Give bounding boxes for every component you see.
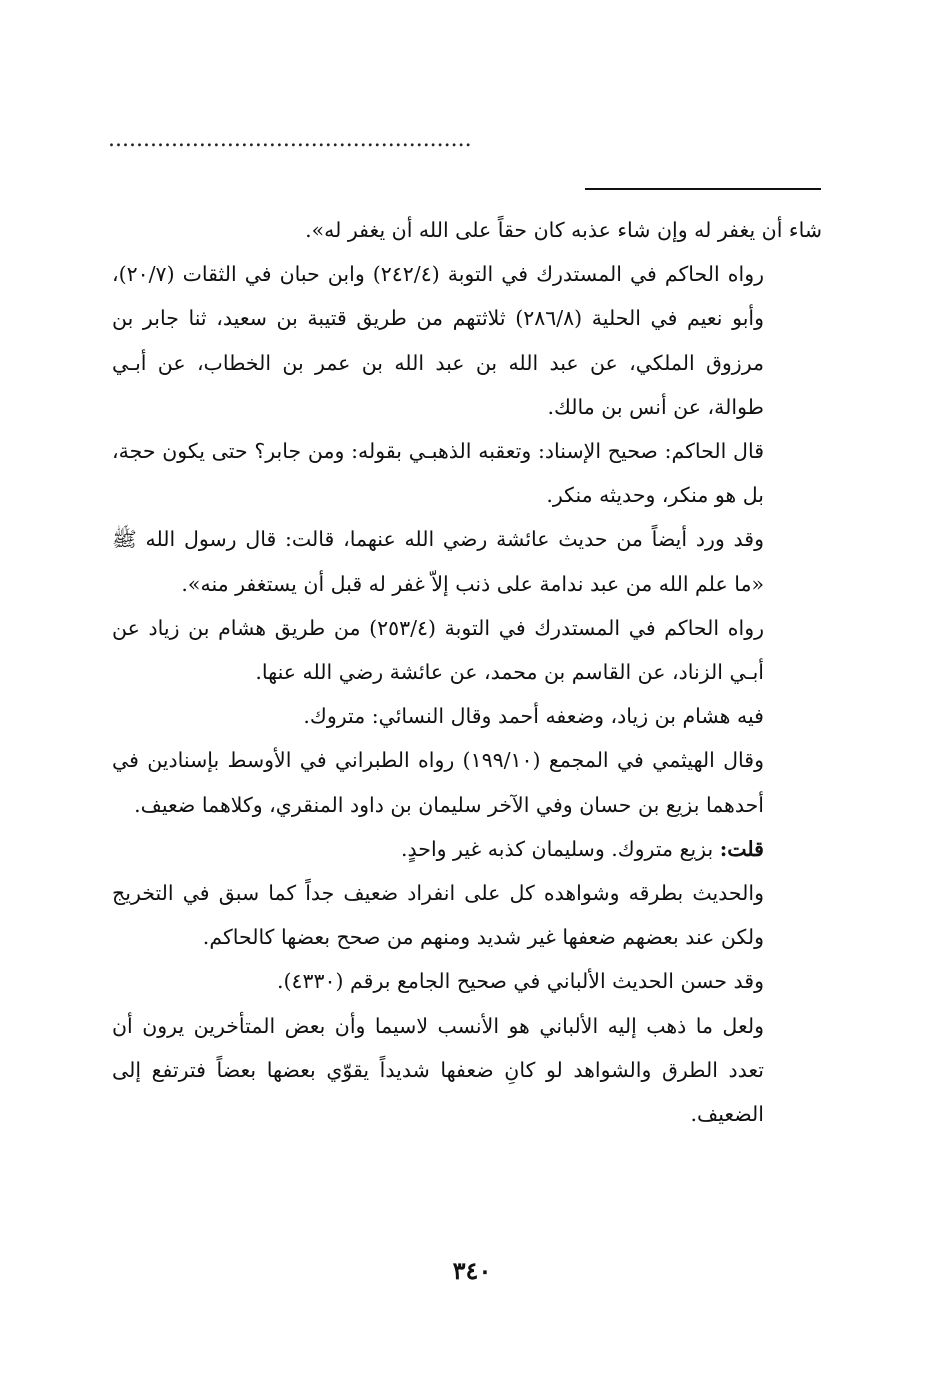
paragraph-2: رواه الحاكم في المستدرك في التوبة (٢٤٢/٤) وابن حبان في الثقات (٢٠/٧)، وأبو نعيم في الحلية (٢٨٦/٨) ثلاثتهم من طريق قتيبة بن سعيد، ثنا جابر بن مرزوق الملكي، عن عبد الله بن عبد الله بن عمر بن الخطاب، عن أبـي طوالة، عن أنس بن مالك. [112, 262, 764, 419]
paragraph-10: وقد حسن الحديث الألباني في صحيح الجامع برقم (٤٣٣٠). [276, 969, 764, 994]
qultu-label: قلت: [719, 836, 764, 861]
paragraph-8 [112, 827, 822, 871]
paragraph-11: ولعل ما ذهب إليه الألباني هو الأنسب لاسيما وأن بعض المتأخرين يرون أن تعدد الطرق والشواهد لو كانِ ضعفها شديداً يقوّي بعضها بعضاً فترتفع إلى الضعيف. [112, 1013, 764, 1127]
footnote-rule [585, 188, 821, 190]
page-number: ٣٤٠ [452, 1256, 492, 1285]
paragraph-7: وقال الهيثمي في المجمع (١٩٩/١٠) رواه الطبراني في الأوسط بإسنادين في أحدهما بزيع بن حسان وفي الآخر سليمان بن داود المنقري، وكلاهما ضعيف. [112, 748, 764, 817]
paragraph-8-text: بزيع متروك. وسليمان كذبه غير واحدٍ. [401, 836, 720, 861]
paragraph-5: رواه الحاكم في المستدرك في التوبة (٢٥٣/٤) من طريق هشام بن زياد عن أبـي الزناد، عن القاسم بن محمد، عن عائشة رضي الله عنها. [112, 615, 764, 685]
body-text [112, 208, 822, 1136]
paragraph-6: فيه هشام بن زياد، وضعفه أحمد وقال النسائي: متروك. [303, 704, 764, 729]
paragraph-9: والحديث بطرقه وشواهده كل على انفراد ضعيف جداً كما سبق في التخريج ولكن عند بعضهم ضعفها غير شديد ومنهم من صحح بعضها كالحاكم. [112, 881, 764, 950]
paragraph-1: شاء أن يغفر له وإن شاء عذبه كان حقاً على الله أن يغفر له». [305, 218, 822, 242]
dotted-separator: .................................................... [108, 128, 472, 152]
paragraph-4: وقد ورد أيضاً من حديث عائشة رضي الله عنهما، قالت: قال رسول الله ﷺ «ما علم الله من عبد ندامة على ذنب إلاّ غفر له قبل أن يستغفر منه». [112, 527, 764, 596]
paragraph-3: قال الحاكم: صحيح الإسناد: وتعقبه الذهبـي بقوله: ومن جابر؟ حتى يكون حجة، بل هو منكر، وحديثه منكر. [112, 439, 764, 508]
